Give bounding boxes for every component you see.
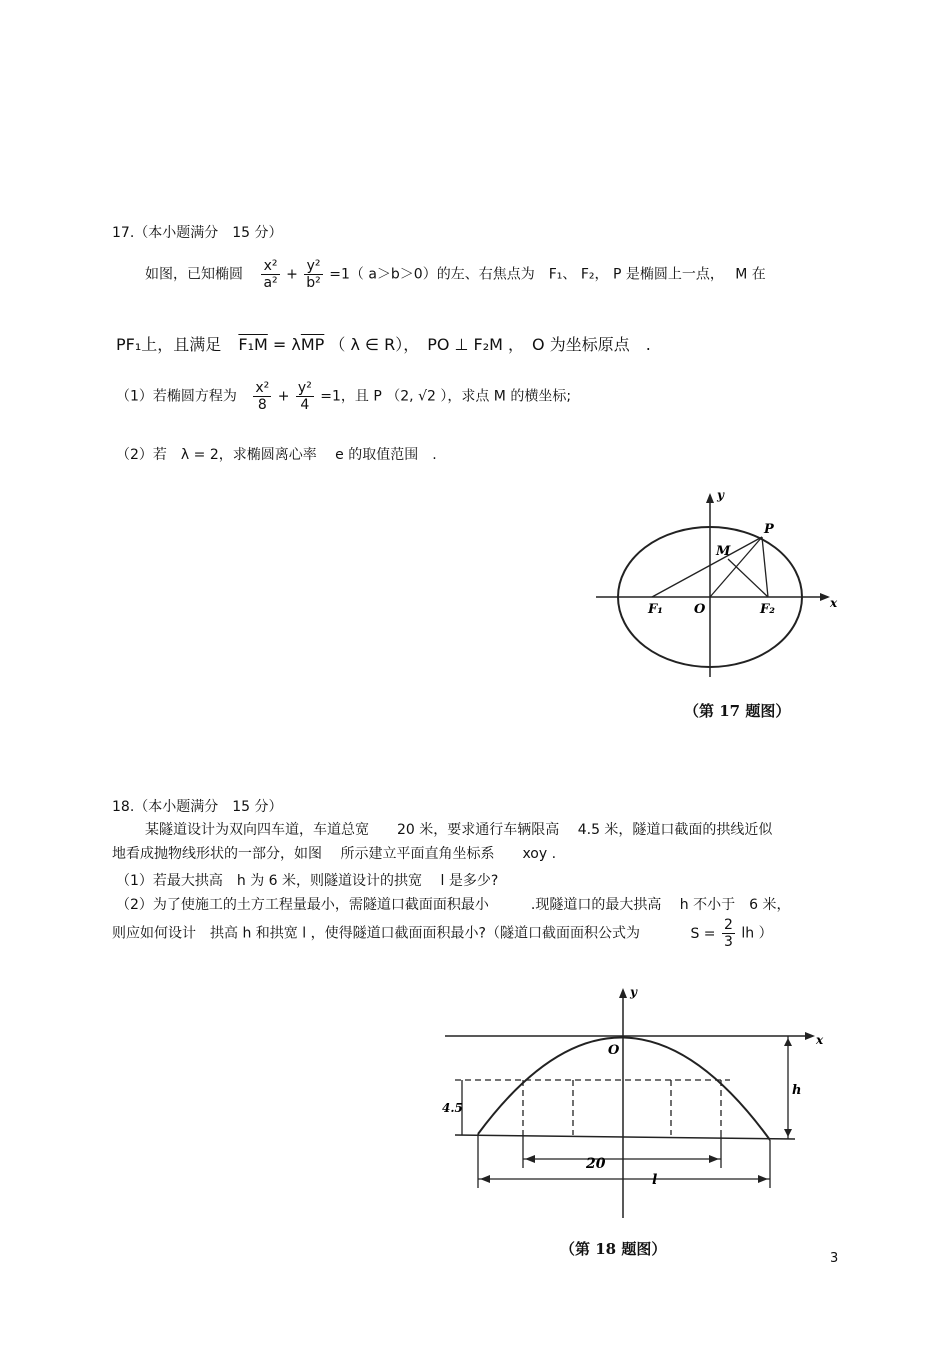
x-axis-arrow [805, 1032, 815, 1040]
q17-part2: （2）若 λ = 2，求椭圆离心率 e 的取值范围 . [116, 447, 437, 463]
segment-f1p [652, 537, 762, 597]
label-f1: F₁ [648, 602, 663, 617]
q18-paragraph-2: 地看成抛物线形状的一部分，如图 所示建立平面直角坐标系 xoy . [112, 846, 557, 862]
page-number: 3 [830, 1251, 839, 1266]
figure-17 [590, 485, 850, 685]
parabola-arch [478, 1037, 770, 1140]
dim-20-arrow-right [709, 1155, 719, 1163]
q17-line2: PF₁上，且满足 $F_1M = \lambda\overline{MP}$ （ λ ∈ R）， PO ⊥ F₂M ， O 为坐标原点 . [116, 335, 651, 354]
dim-h-arrow-bottom [784, 1129, 792, 1137]
x-axis-arrow [820, 593, 830, 601]
label-o: O [694, 602, 706, 617]
label-l: l [652, 1172, 658, 1188]
ellipse-eq-fraction-x: $\frac{\text{x²}}{8}$ [255, 380, 270, 414]
q18-part2: （2）为了使施工的土方工程量最小，需隧道口截面面积最小 .现隧道口的最大拱高 h 不小于 6 米， [116, 897, 791, 913]
label-f2: F₂ [760, 602, 775, 617]
q17-line1-a: 如图，已知椭圆 [145, 266, 243, 283]
figure-18 [440, 982, 840, 1222]
q17-header: 17.（本小题满分 15 分） [112, 225, 283, 241]
segment-pf2 [762, 537, 768, 597]
y-axis-arrow [706, 493, 714, 503]
vector-mp: $\overline{MP}$ [300, 335, 325, 354]
label-x: x [816, 1033, 824, 1047]
label-o: O [608, 1043, 620, 1058]
label-p: P [764, 522, 774, 537]
q18-header: 18.（本小题满分 15 分） [112, 799, 283, 815]
area-fraction: $\frac{2}{3}$ [723, 917, 733, 951]
q18-paragraph-1: 某隧道设计为双向四车道，车道总宽 20 米，要求通行车辆限高 4.5 米，隧道口截面的拱线近似 [145, 822, 773, 838]
label-20: 20 [586, 1156, 606, 1172]
figure-18-caption: （第 18 题图） [560, 1240, 667, 1258]
dim-l-arrow-right [758, 1175, 768, 1183]
segment-mf2 [728, 559, 768, 597]
figure-17-caption: （第 17 题图） [684, 702, 791, 720]
label-y: y [717, 488, 724, 502]
q18-part1: （1）若最大拱高 h 为 6 米，则隧道设计的拱宽 l 是多少? [116, 873, 499, 889]
road-surface [455, 1135, 795, 1139]
q17-line1: 如图，已知椭圆 $\frac{\text{x²}}{\text{a²}}$ + $\frac{\text{y²}}{\text{b²}}$ =1（ a＞b＞0）的左、右焦点为 F₁、 F₂， P 是椭圆上一点， M 在 [145, 258, 766, 292]
ellipse-fraction-x: $\frac{\text{x²}}{\text{a²}}$ [263, 258, 278, 292]
q17-part1: （1）若椭圆方程为 $\frac{\text{x²}}{8}$ + $\frac{\text{y²}}{4}$ =1，且 P （2, √2 ），求点 M 的横坐标; [116, 380, 572, 414]
dim-20-arrow-left [525, 1155, 535, 1163]
q17-line1-b: =1（ a＞b＞0）的左、右焦点为 F₁、 F₂， P 是椭圆上一点， M 在 [329, 266, 766, 283]
label-h: h [792, 1083, 802, 1098]
dim-l-arrow-left [480, 1175, 490, 1183]
label-x: x [830, 596, 838, 610]
label-m: M [716, 544, 731, 559]
label-4-5: 4.5 [442, 1101, 463, 1115]
y-axis-arrow [619, 988, 627, 998]
dim-h-arrow-top [784, 1038, 792, 1046]
label-y: y [630, 985, 637, 999]
q18-part2-line2: 则应如何设计 拱高 h 和拱宽 l ，使得隧道口截面面积最小?（隧道口截面面积公式为 S = $\frac{2}{3}$ lh ） [112, 917, 773, 951]
ellipse-eq-fraction-y: $\frac{\text{y²}}{4}$ [297, 380, 312, 414]
vector-f1m: F₁M [238, 335, 268, 354]
ellipse-fraction-y: $\frac{\text{y²}}{\text{b²}}$ [306, 258, 321, 292]
